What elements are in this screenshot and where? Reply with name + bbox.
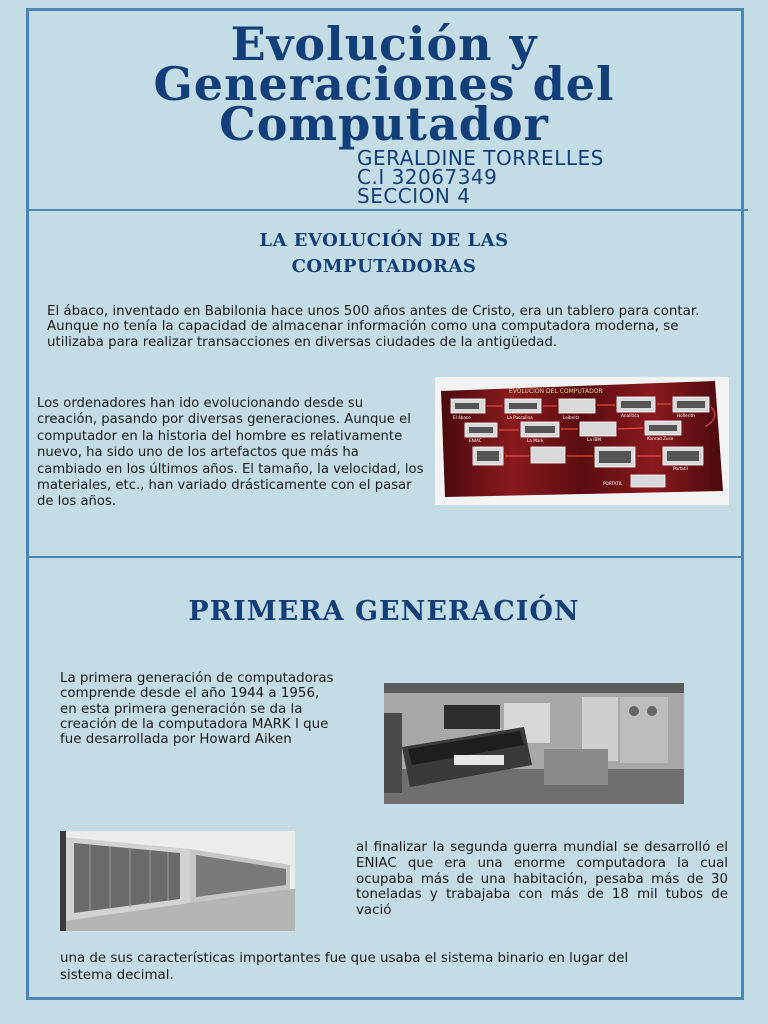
infographic-label-hollerith: Hollerith — [677, 413, 695, 418]
first-generation-paragraph: La primera generación de computadoras comprende desde el año 1944 a 1956, en esta primera generación se da la creación de la computadora MARK I que fue desarrollada por Howard Aiken — [60, 671, 334, 748]
infographic-label-pascalina: La Pascalina — [507, 415, 533, 420]
divider-2 — [26, 556, 744, 558]
infographic-label-mark: La Mark — [527, 438, 544, 443]
author-id: C.I 32067349 — [357, 165, 498, 189]
infographic-label-zuse: Konrad Zuse — [647, 436, 674, 441]
eniac-paragraph: al finalizar la segunda guerra mundial se desarrolló el ENIAC que era una enorme computadora la cual ocupaba más de una habitación, pesaba más de 30 toneladas y trabajaba con más de 18 mil tubos de vació — [356, 840, 728, 919]
infographic-svg — [435, 377, 729, 505]
section2-heading-text: PRIMERA GENERACIÓN — [188, 596, 580, 627]
title-line-1: Evolución y — [230, 17, 538, 71]
section1-heading — [0, 228, 768, 280]
section1-heading-line-1: LA EVOLUCIÓN DE LAS — [259, 230, 509, 251]
infographic-label-analitica: Analitica — [621, 413, 640, 418]
infographic-label-ibm: La IBM — [587, 437, 601, 442]
section2-heading — [0, 596, 768, 628]
abacus-paragraph: El ábaco, inventado en Babilonia hace unos 500 años antes de Cristo, era un tablero para contar. Aunque no tenía la capacidad de almacenar información como una computadora moderna, se utilizaba para realizar transacciones en diversas ciudades de la antigüedad. — [47, 304, 700, 350]
eniac-photo-svg — [60, 831, 295, 931]
title-line-3: Computador — [219, 97, 549, 151]
title-line-2: Generaciones del — [153, 57, 615, 111]
divider-1 — [26, 209, 748, 211]
infographic-label-eniac: ENIAC — [469, 438, 482, 443]
evolution-infographic — [435, 377, 729, 505]
infographic-label-abaco: El ábaco — [453, 415, 471, 420]
infographic-label-portatil: Portatil — [673, 466, 688, 471]
infographic-label-leibnitz: Leibnitz — [563, 415, 580, 420]
mark-i-photo-svg — [384, 683, 684, 804]
infographic-title: EVOLUCION DEL COMPUTADOR — [509, 388, 603, 395]
evolution-paragraph: Los ordenadores han ido evolucionando desde su creación, pasando por diversas generaciones. Aunque el computador en la historia del hombre es relativamente nuevo, ha sido uno de los artefactos que más ha cambiado en los últimos años. El tamaño, la velocidad, los materiales, etc., han variado drásticamente con el pasar de los años. — [37, 396, 424, 510]
author-name: GERALDINE TORRELLES — [357, 146, 604, 170]
binary-system-paragraph: una de sus características importantes fue que usaba el sistema binario en lugar del sistema decimal. — [60, 951, 629, 983]
eniac-photo — [60, 831, 295, 931]
page-title — [0, 17, 768, 151]
author-block — [357, 146, 604, 208]
infographic-label-portatil-2: PORTATIL — [603, 481, 623, 486]
author-section: SECCION 4 — [357, 184, 471, 208]
section1-heading-line-2: COMPUTADORAS — [291, 256, 477, 277]
mark-i-photo — [384, 683, 684, 804]
